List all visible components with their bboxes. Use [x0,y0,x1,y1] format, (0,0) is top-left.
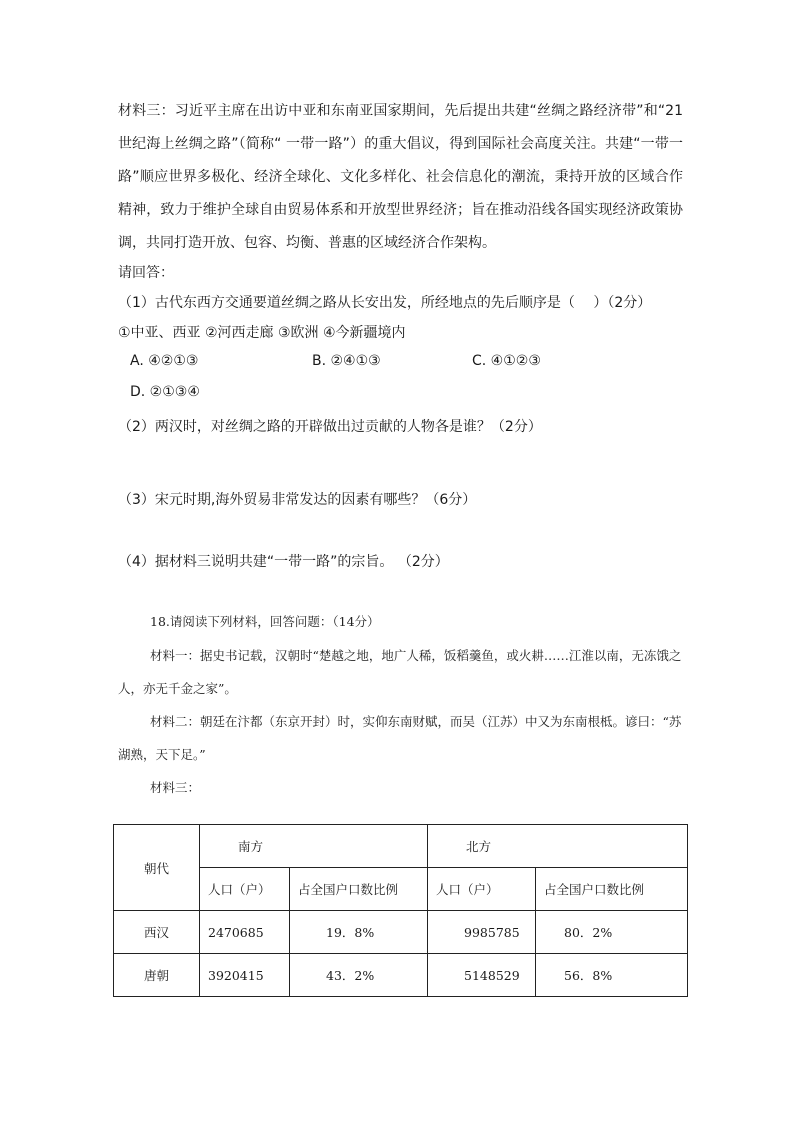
south-population-header: 人口（户） [200,868,290,911]
question-1: （1）古代东西方交通要道丝绸之路从长安出发，所经地点的先后顺序是（ ）（2分） [118,295,652,311]
table-header-row [114,825,688,868]
option-d: D. ②①③④ [130,384,200,400]
dynasty-cell: 唐朝 [114,954,200,997]
dynasty-cell: 西汉 [114,911,200,954]
south-ratio-cell: 19．8% [290,911,428,954]
north-ratio-cell: 56．8% [536,954,688,997]
please-answer-label: 请回答： [118,265,174,281]
question-3: （3）宋元时期,海外贸易非常发达的因素有哪些？（6分） [118,492,477,508]
table-subheader-row [114,868,688,911]
option-c: C. ④①②③ [472,353,541,369]
north-population-header: 人口（户） [428,868,536,911]
question-18-title: 18.请阅读下列材料，回答问题：（14分） [150,614,380,629]
north-population-cell: 9985785 [428,911,536,954]
north-ratio-header: 占全国户口数比例 [536,868,688,911]
south-ratio-cell: 43．2% [290,954,428,997]
south-population-cell: 3920415 [200,954,290,997]
north-header: 北方 [428,825,688,868]
north-population-cell: 5148529 [428,954,536,997]
south-header: 南方 [200,825,428,868]
question-2: （2）两汉时，对丝绸之路的开辟做出过贡献的人物各是谁？（2分） [118,419,542,435]
dynasty-header: 朝代 [114,825,200,911]
material-3-paragraph: 材料三：习近平主席在出访中亚和东南亚国家期间，先后提出共建“丝绸之路经济带”和“21世纪海上丝绸之路”（简称“ 一带一路”）的重大倡议，得到国际社会高度关注。共建“一带一路”顺应世界多极化、经济全球化、文化多样化、社会信息化的潮流，秉持开放的区域合作精神，致力于维护全球自由贸易体系和开放型世界经济；旨在推动沿线各国实现经济政策协调，共同打造开放、包容、均衡、普惠的区域经济合作架构。 [118,103,683,251]
option-b: B. ②④①③ [312,353,381,369]
north-ratio-cell: 80．2% [536,911,688,954]
table-row [114,954,688,997]
question-4: （4）据材料三说明共建“一带一路”的宗旨。 （2分） [118,554,449,570]
south-ratio-header: 占全国户口数比例 [290,868,428,911]
question-1-places: ①中亚、西亚 ②河西走廊 ③欧洲 ④今新疆境内 [118,325,406,341]
table-row [114,911,688,954]
question-18-material-1: 材料一：据史书记载，汉朝时“楚越之地，地广人稀，饭稻羹鱼，或火耕……江淮以南，无冻饿之人，亦无千金之家”。 [118,648,682,696]
south-population-cell: 2470685 [200,911,290,954]
option-a: A. ④②①③ [130,353,199,369]
question-18-material-2: 材料二：朝廷在汴都（东京开封）时，实仰东南财赋，而吴（江苏）中又为东南根柢。谚曰：“苏湖熟，天下足。” [118,714,682,762]
population-table [113,824,688,997]
question-18-material-3-label: 材料三： [150,780,201,795]
